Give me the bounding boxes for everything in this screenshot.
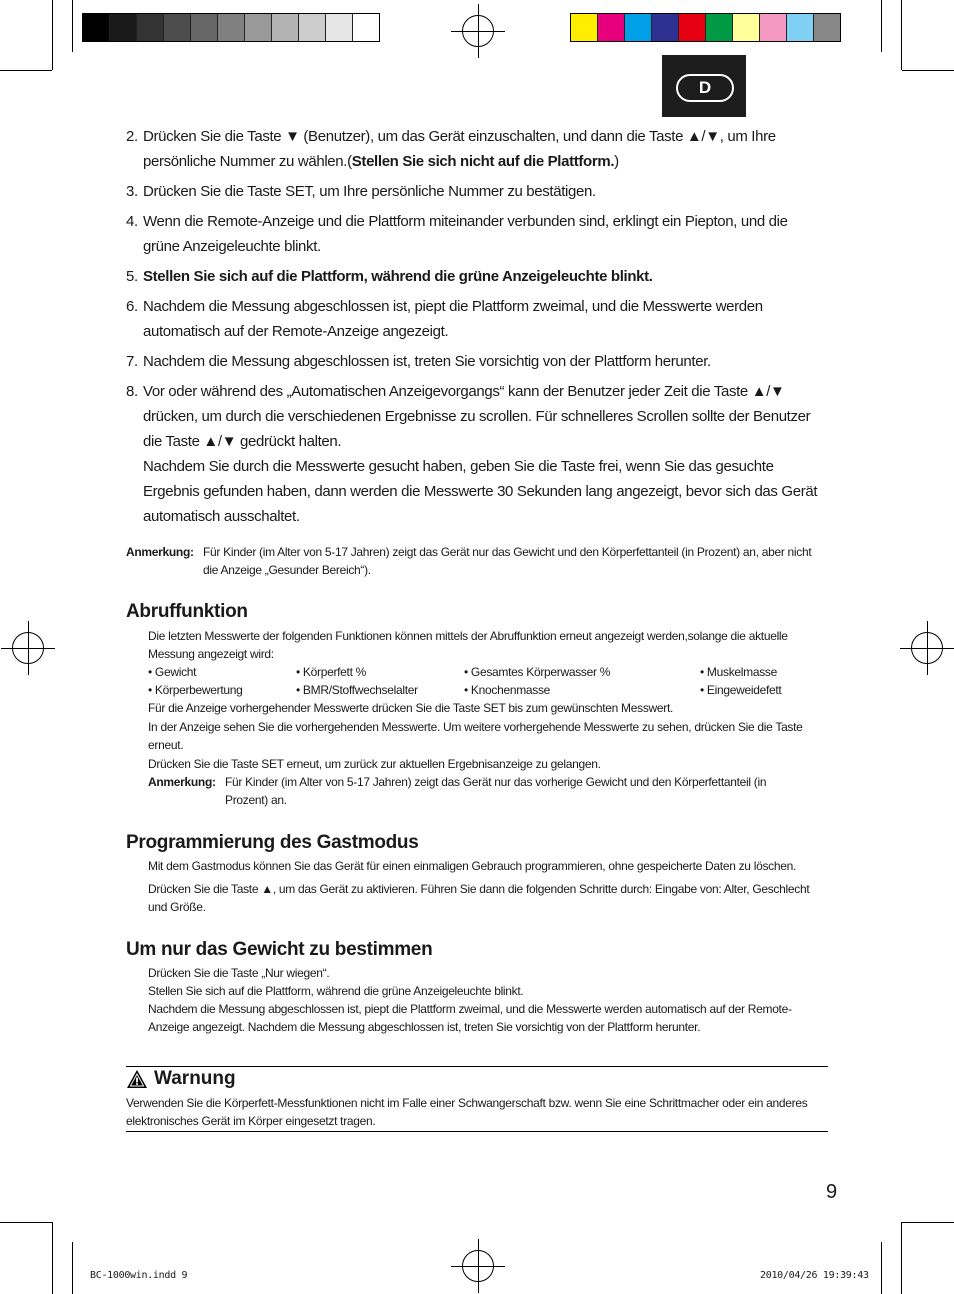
step-text-bold: Stellen Sie sich auf die Plattform, während die grüne Anzeigeleuchte blinkt. xyxy=(143,268,653,285)
step-text: Nachdem die Messung abgeschlossen ist, piept die Plattform zweimal, und die Messwerte werden automatisch auf der Remote-Anzeige angezeigt. xyxy=(143,298,763,340)
color-swatch xyxy=(598,14,625,41)
registration-mark xyxy=(462,1250,494,1282)
step-number: 8. xyxy=(126,383,138,400)
crop-mark xyxy=(902,1222,954,1223)
guest-paragraph: Mit dem Gastmodus können Sie das Gerät für einen einmaligen Gebrauch programmieren, ohne gespeicherte Daten zu löschen. xyxy=(148,859,797,873)
recall-paragraph: In der Anzeige sehen Sie die vorhergehenden Messwerte. Um weitere vorhergehende Messwerte zu sehen, drücken Sie die Taste erneut. xyxy=(148,720,803,752)
registration-mark xyxy=(12,632,44,664)
warning-bottom-rule xyxy=(126,1131,828,1132)
crop-mark xyxy=(901,1222,902,1294)
list-item: • Knochenmasse xyxy=(464,683,551,697)
color-swatch xyxy=(137,14,164,41)
step-item xyxy=(126,209,826,259)
weight-only-line: Nachdem die Messung abgeschlossen ist, piept die Plattform zweimal, und die Messwerte werden automatisch auf der Remote-Anzeige angezeigt. Nachdem die Messung abgeschlossen ist, treten Sie vorsichtig von der Plattform herunter. xyxy=(148,1002,792,1034)
note-label: Anmerkung: xyxy=(148,775,216,789)
color-swatch xyxy=(571,14,598,41)
page-number: 9 xyxy=(826,1181,838,1203)
list-item: • Gesamtes Körperwasser % xyxy=(464,665,611,679)
section-heading-weight-only: Um nur das Gewicht zu bestimmen xyxy=(126,939,433,960)
list-item: • Körperfett % xyxy=(296,665,367,679)
step-text: Drücken Sie die Taste ▼ (Benutzer), um das Gerät einzuschalten, und dann die Taste ▲/▼, um Ihre persönliche Nummer zu wählen.( xyxy=(143,128,776,170)
color-swatch xyxy=(787,14,814,41)
step-text-bold: Stellen Sie sich nicht auf die Plattform. xyxy=(351,153,615,170)
recall-intro: Die letzten Messwerte der folgenden Funktionen können mittels der Abruffunktion erneut angezeigt werden,solange die aktuelle Messung angezeigt wird: xyxy=(148,629,788,661)
recall-paragraph: Für die Anzeige vorhergehender Messwerte drücken Sie die Taste SET bis zum gewünschten Messwert. xyxy=(148,701,674,715)
color-swatch xyxy=(733,14,760,41)
color-swatch xyxy=(652,14,679,41)
step-item xyxy=(126,124,826,174)
crop-mark xyxy=(52,0,53,70)
note-text: Für Kinder (im Alter von 5-17 Jahren) zeigt das Gerät nur das vorherige Gewicht und den Körperfettanteil (in Prozent) an. xyxy=(225,775,767,807)
step-text: Drücken Sie die Taste SET, um Ihre persönliche Nummer zu bestätigen. xyxy=(143,183,596,200)
color-swatch xyxy=(706,14,733,41)
crop-mark xyxy=(902,70,954,71)
note-kinder xyxy=(126,543,816,579)
color-swatch xyxy=(83,14,110,41)
process-color-bar xyxy=(570,13,841,42)
weight-only-line: Stellen Sie sich auf die Plattform, während die grüne Anzeigeleuchte blinkt. xyxy=(148,984,524,998)
step-text: Wenn die Remote-Anzeige und die Plattform miteinander verbunden sind, erklingt ein Piepton, und die grüne Anzeigeleuchte blinkt. xyxy=(143,213,788,255)
step-number: 3. xyxy=(126,183,138,200)
registration-mark xyxy=(462,15,494,47)
step-item xyxy=(126,294,826,344)
warning-text: Verwenden Sie die Körperfett-Messfunktionen nicht im Falle einer Schwangerschaft bzw. wenn Sie eine Schrittmacher oder ein anderes elektronisches Gerät im Körper eingesetzt tragen. xyxy=(126,1096,808,1128)
step-list xyxy=(126,124,826,534)
list-item: • Muskelmasse xyxy=(700,665,777,679)
color-swatch xyxy=(760,14,787,41)
warning-triangle-icon xyxy=(126,1069,148,1089)
step-text-continued: Nachdem Sie durch die Messwerte gesucht haben, geben Sie die Taste frei, wenn Sie das gesuchte Ergebnis gefunden haben, dann werden die Messwerte 30 Sekunden lang angezeigt, bevor sich das Gerät automatisch ausschaltet. xyxy=(143,458,818,525)
registration-mark xyxy=(911,632,943,664)
crop-mark xyxy=(0,1222,52,1223)
color-swatch xyxy=(814,14,840,41)
recall-paragraph: Drücken Sie die Taste SET erneut, um zurück zur aktuellen Ergebnisanzeige zu gelangen. xyxy=(148,757,601,771)
crop-mark xyxy=(881,0,882,52)
language-tab xyxy=(662,55,746,117)
footer-file-info: BC-1000win.indd 9 xyxy=(90,1270,188,1281)
list-item: • Gewicht xyxy=(148,665,197,679)
guest-paragraph: Drücken Sie die Taste ▲, um das Gerät zu aktivieren. Führen Sie dann die folgenden Schritte durch: Eingabe von: Alter, Geschlecht und Größe. xyxy=(148,882,810,914)
step-number: 4. xyxy=(126,213,138,230)
step-number: 7. xyxy=(126,353,138,370)
section-heading-recall: Abruffunktion xyxy=(126,601,248,622)
list-item: • Eingeweidefett xyxy=(700,683,782,697)
note-label: Anmerkung: xyxy=(126,545,194,559)
crop-mark xyxy=(0,70,52,71)
list-item: • BMR/Stoffwechselalter xyxy=(296,683,418,697)
warning-heading-text: Warnung xyxy=(154,1068,236,1089)
weight-only-line: Drücken Sie die Taste „Nur wiegen“. xyxy=(148,966,330,980)
crop-mark xyxy=(72,1242,73,1294)
list-item: • Körperbewertung xyxy=(148,683,243,697)
color-swatch xyxy=(245,14,272,41)
color-swatch xyxy=(272,14,299,41)
crop-mark xyxy=(52,1222,53,1294)
warning-top-rule xyxy=(126,1066,828,1067)
crop-mark xyxy=(881,1242,882,1294)
step-text: Nachdem die Messung abgeschlossen ist, treten Sie vorsichtig von der Plattform herunter. xyxy=(143,353,711,370)
step-item xyxy=(126,349,826,374)
step-text: Vor oder während des „Automatischen Anzeigevorgangs“ kann der Benutzer jeder Zeit die Taste ▲/▼ drücken, um durch die verschiedenen Ergebnisse zu scrollen. Für schnelleres Scrollen sollte der Benutzer die Taste ▲/▼ gedrückt halten. xyxy=(143,383,811,450)
step-number: 5. xyxy=(126,268,138,285)
step-number: 2. xyxy=(126,128,138,145)
color-swatch xyxy=(679,14,706,41)
crop-mark xyxy=(72,0,73,52)
crop-mark xyxy=(901,0,902,70)
recall-note xyxy=(148,773,808,809)
grayscale-color-bar xyxy=(82,13,380,42)
color-swatch xyxy=(110,14,137,41)
color-swatch xyxy=(218,14,245,41)
step-item xyxy=(126,264,826,289)
color-swatch xyxy=(353,14,379,41)
step-text-end: ) xyxy=(614,153,619,170)
color-swatch xyxy=(299,14,326,41)
footer-timestamp: 2010/04/26 19:39:43 xyxy=(760,1270,869,1281)
step-item xyxy=(126,379,826,529)
color-swatch xyxy=(625,14,652,41)
section-heading-guest: Programmierung des Gastmodus xyxy=(126,832,419,853)
warning-heading xyxy=(126,1068,236,1090)
step-item xyxy=(126,179,826,204)
step-number: 6. xyxy=(126,298,138,315)
language-tab-label: D xyxy=(676,74,734,102)
color-swatch xyxy=(326,14,353,41)
color-swatch xyxy=(164,14,191,41)
color-swatch xyxy=(191,14,218,41)
note-text: Für Kinder (im Alter von 5-17 Jahren) zeigt das Gerät nur das Gewicht und den Körperfettanteil (in Prozent) an, aber nicht die Anzeige „Gesunder Bereich“). xyxy=(203,545,812,577)
